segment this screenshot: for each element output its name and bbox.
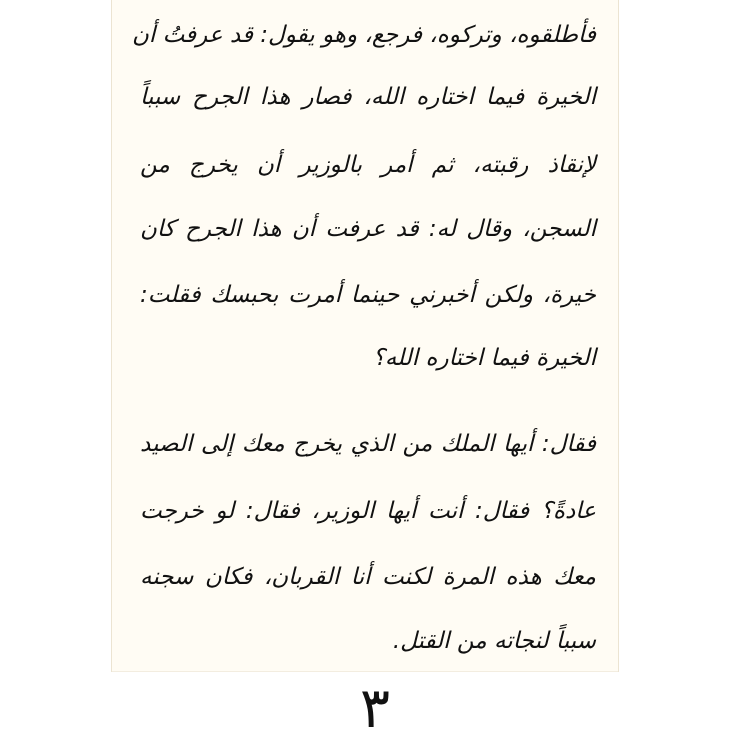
text-line: الخيرة فيما اختاره الله، فصار هذا الجرح سبباً bbox=[140, 84, 596, 110]
text-line: معك هذه المرة لكنت أنا القربان، فكان سجنه bbox=[140, 564, 596, 590]
text-line: عادةً؟ فقال: أنت أيها الوزير، فقال: لو خرجت bbox=[140, 498, 596, 524]
text-line: فأطلقوه، وتركوه، فرجع، وهو يقول: قد عرفتُ أن bbox=[132, 22, 596, 48]
book-page bbox=[111, 0, 619, 672]
text-line: فقال: أيها الملك من الذي يخرج معك إلى الصيد bbox=[140, 431, 596, 457]
text-line: الخيرة فيما اختاره الله؟ bbox=[372, 345, 596, 371]
text-line: لإنقاذ رقبته، ثم أمر بالوزير أن يخرج من bbox=[140, 152, 596, 178]
text-line: خيرة، ولكن أخبرني حينما أمرت بحبسك فقلت: bbox=[140, 282, 596, 308]
text-line: سبباً لنجاته من القتل. bbox=[392, 628, 596, 654]
text-line: السجن، وقال له: قد عرفت أن هذا الجرح كان bbox=[140, 216, 596, 242]
page-number: ٣ bbox=[359, 676, 391, 741]
